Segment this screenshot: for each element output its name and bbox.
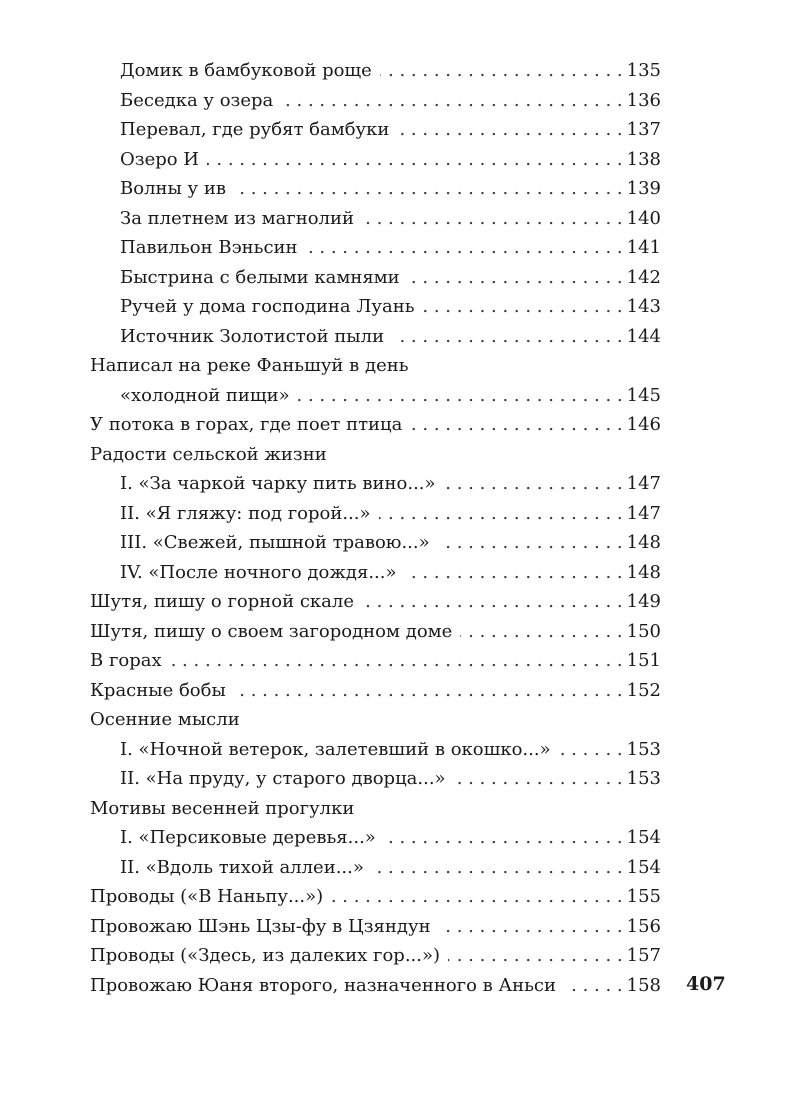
toc-entry	[90, 86, 661, 116]
toc-entry-page: 138	[626, 148, 661, 170]
toc-entry-title: Провожаю Юаня второго, назначенного в Аньси	[90, 974, 557, 996]
toc-entry	[90, 853, 661, 883]
toc-entry-title: II. «Вдоль тихой аллеи...»	[120, 856, 364, 878]
toc-entry-page: 154	[626, 827, 661, 848]
toc-entry-page: 152	[626, 679, 661, 701]
toc-entry-page: 145	[626, 384, 661, 406]
toc-entry-page: 136	[626, 89, 661, 111]
toc-entry-title: Проводы («В Наньпу...»)	[90, 886, 324, 907]
toc-entry-title: Источник Золотистой пыли	[120, 325, 385, 347]
toc-entry-title: За плетнем из магнолий	[120, 207, 355, 229]
dot-leader	[362, 587, 623, 617]
toc-entry-page: 157	[626, 945, 661, 966]
toc-entry-title: Мотивы весенней прогулки	[90, 797, 355, 819]
dot-leader	[306, 233, 623, 263]
toc-entry-page: 147	[626, 473, 661, 494]
toc-entry-title: Красные бобы	[90, 679, 226, 701]
toc-entry-page: 148	[626, 561, 661, 583]
toc-entry-title: III. «Свежей, пышной травою...»	[120, 532, 430, 553]
dot-leader	[423, 292, 623, 322]
toc-entry-title: II. «Я гляжу: под горой...»	[120, 502, 371, 524]
toc-entry-title: Домик в бамбуковой роще	[120, 60, 372, 81]
toc-entry	[90, 381, 661, 411]
toc-entry	[90, 174, 661, 204]
toc-entry-page: 158	[626, 974, 661, 996]
toc-entry-title: Волны у ив	[120, 178, 226, 199]
toc-entry	[90, 322, 661, 352]
toc-entry-title: Ручей у дома господина Луань	[120, 296, 415, 317]
toc-entry-page: 146	[626, 414, 661, 435]
toc-entry	[90, 882, 661, 912]
dot-leader	[438, 528, 623, 558]
toc-entry-page: 150	[626, 620, 661, 642]
toc-entry-title: Радости сельской жизни	[90, 443, 327, 465]
toc-entry	[90, 351, 661, 381]
toc-entry	[90, 292, 661, 322]
dot-leader	[298, 381, 623, 411]
toc-entry-title: Павильон Вэньсин	[120, 237, 298, 258]
toc-entry	[90, 794, 661, 824]
toc-entry-title: Быстрина с белыми камнями	[120, 266, 400, 288]
toc-entry	[90, 263, 661, 293]
toc-entry-page: 140	[626, 207, 661, 229]
dot-leader	[372, 853, 623, 883]
page-number: 407	[686, 973, 726, 995]
table-of-contents	[90, 56, 661, 1000]
toc-entry	[90, 204, 661, 234]
toc-entry-title: «холодной пищи»	[120, 384, 290, 406]
toc-entry-title: I. «Ночной ветерок, залетевший в окошко...»	[120, 738, 551, 760]
toc-entry-page: 156	[626, 915, 661, 937]
toc-entry-page: 141	[626, 237, 661, 258]
toc-entry-page: 142	[626, 266, 661, 288]
toc-entry-title: IV. «После ночного дождя...»	[120, 561, 397, 583]
dot-leader	[405, 558, 623, 588]
toc-entry-page: 148	[626, 532, 661, 553]
toc-entry-page: 154	[626, 856, 661, 878]
dot-leader	[439, 912, 623, 942]
dot-leader	[444, 469, 623, 499]
toc-entry	[90, 735, 661, 765]
toc-entry-page: 144	[626, 325, 661, 347]
toc-entry-title: Провожаю Шэнь Цзы-фу в Цзяндун	[90, 915, 431, 937]
toc-entry-title: Озеро И	[120, 148, 200, 170]
toc-entry-title: Написал на реке Фаньшуй в день	[90, 355, 409, 376]
toc-entry-title: Беседка у озера	[120, 89, 274, 111]
toc-entry	[90, 646, 661, 676]
toc-entry-title: У потока в горах, где поет птица	[90, 414, 403, 435]
toc-entry	[90, 941, 661, 971]
dot-leader	[362, 204, 623, 234]
dot-leader	[281, 86, 622, 116]
dot-leader	[410, 410, 622, 440]
toc-entry	[90, 499, 661, 529]
toc-entry-page: 147	[626, 502, 661, 524]
dot-leader	[454, 764, 623, 794]
toc-entry-page: 149	[626, 591, 661, 612]
toc-entry	[90, 145, 661, 175]
dot-leader	[392, 322, 623, 352]
dot-leader	[448, 941, 623, 971]
dot-leader	[564, 971, 623, 1001]
toc-entry	[90, 912, 661, 942]
toc-entry-title: I. «Персиковые деревья...»	[120, 827, 376, 848]
dot-leader	[207, 145, 623, 175]
toc-entry	[90, 410, 661, 440]
toc-entry-page: 155	[626, 886, 661, 907]
toc-entry	[90, 558, 661, 588]
dot-leader	[234, 174, 623, 204]
toc-entry	[90, 971, 661, 1001]
toc-entry-page: 151	[626, 650, 661, 671]
dot-leader	[170, 646, 623, 676]
toc-entry-page: 143	[626, 296, 661, 317]
toc-entry	[90, 764, 661, 794]
toc-entry	[90, 617, 661, 647]
dot-leader	[397, 115, 622, 145]
dot-leader	[408, 263, 623, 293]
dot-leader	[380, 56, 623, 86]
toc-entry-page: 153	[626, 738, 661, 760]
toc-entry-page: 139	[626, 178, 661, 199]
toc-entry	[90, 528, 661, 558]
toc-entry	[90, 440, 661, 470]
toc-entry-page: 135	[626, 60, 661, 81]
toc-entry-title: Шутя, пишу о своем загородном доме	[90, 620, 453, 642]
toc-entry-page: 153	[626, 768, 661, 789]
dot-leader	[234, 676, 623, 706]
toc-entry-title: Осенние мысли	[90, 709, 240, 730]
toc-entry	[90, 823, 661, 853]
dot-leader	[384, 823, 623, 853]
toc-entry	[90, 233, 661, 263]
toc-entry-page: 137	[626, 119, 661, 140]
toc-entry-title: II. «На пруду, у старого дворца...»	[120, 768, 446, 789]
dot-leader	[559, 735, 623, 765]
toc-entry-title: I. «За чаркой чарку пить вино...»	[120, 473, 436, 494]
toc-entry-title: Шутя, пишу о горной скале	[90, 591, 354, 612]
toc-entry-title: Проводы («Здесь, из далеких гор...»)	[90, 945, 441, 966]
toc-entry	[90, 469, 661, 499]
toc-entry	[90, 56, 661, 86]
dot-leader	[331, 882, 622, 912]
toc-entry	[90, 676, 661, 706]
toc-entry-title: Перевал, где рубят бамбуки	[120, 119, 390, 140]
toc-entry	[90, 115, 661, 145]
toc-entry	[90, 587, 661, 617]
dot-leader	[460, 617, 622, 647]
dot-leader	[379, 499, 623, 529]
toc-entry-title: В горах	[90, 650, 162, 671]
toc-entry	[90, 705, 661, 735]
